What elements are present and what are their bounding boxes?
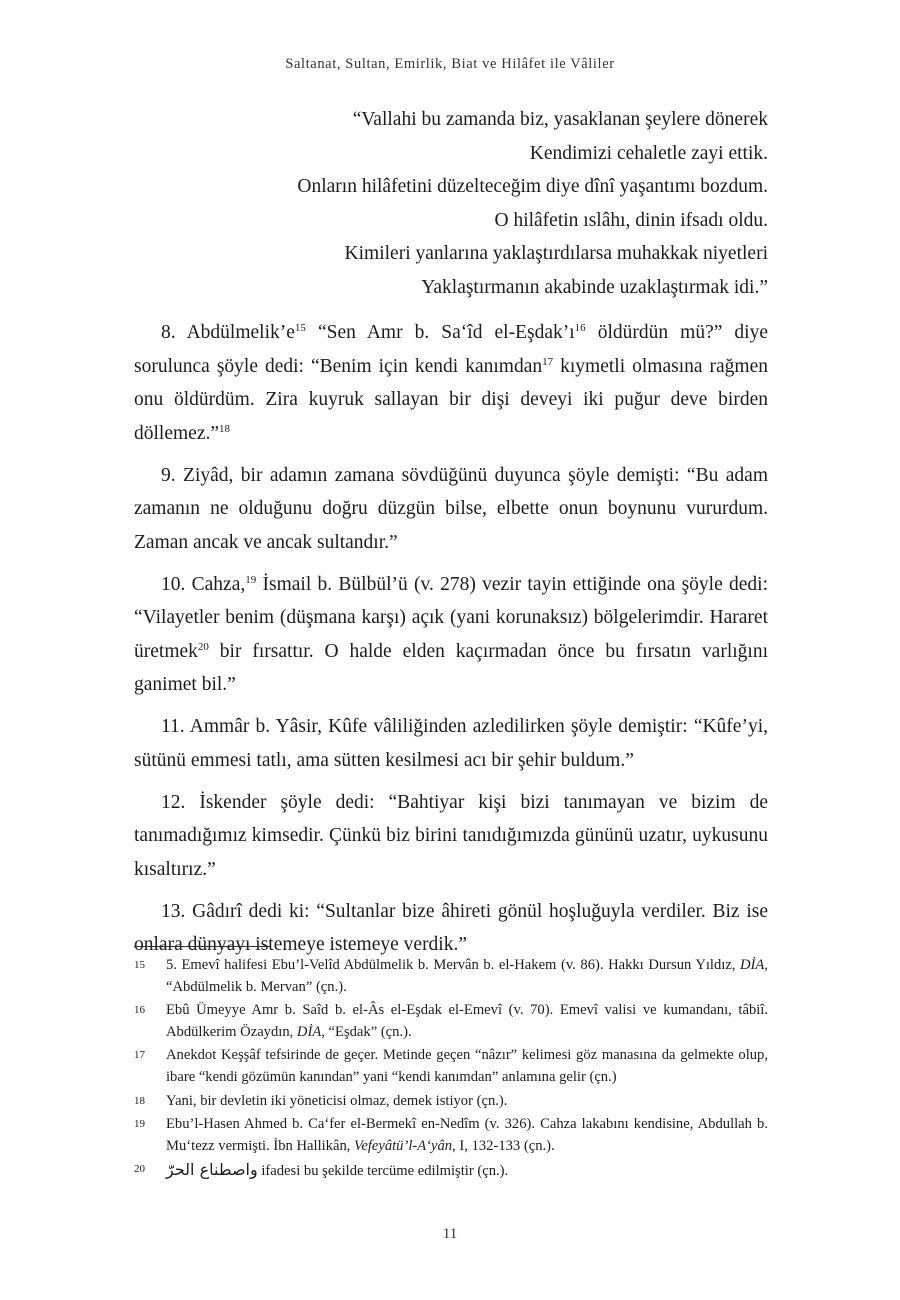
paragraph-text: bir fırsattır. O halde elden kaçırmadan önce bu fırsatın varlığını ganimet bil.” — [134, 640, 768, 695]
arabic-phrase: واصطناع الحرّ — [166, 1160, 258, 1180]
footnote-text-part: 5. Emevî halifesi Ebu’l-Velîd Abdülmelik b. Mervân b. el-Hakem (v. 86). Hakkı Dursun Yıldız, — [166, 957, 741, 973]
footnote-ref[interactable]: 19 — [245, 573, 257, 586]
footnote-15 — [134, 955, 768, 998]
poem-block — [208, 103, 768, 304]
footnote-ref[interactable]: 18 — [219, 422, 230, 435]
footnote-ref[interactable]: 17 — [542, 355, 554, 368]
footnote-text-part: Ebû Ümeyye Amr b. Saîd b. el-Âs el-Eşdak el-Emevî (v. 70). Emevî valisi ve kumandanı, tâbiî. Abdülkerim Özaydın, — [166, 1002, 768, 1040]
footnote-text — [166, 955, 768, 998]
paragraph-11: 11. Ammâr b. Yâsir, Kûfe vâliliğinden azledilirken şöyle demiştir: “Kûfe’yi, sütünü emmesi tatlı, ama sütten kesilmesi acı bir şehir buldum.” — [134, 716, 768, 771]
footnote-ref[interactable]: 15 — [294, 322, 306, 334]
footnote-text: Yani, bir devletin iki yöneticisi olmaz, demek istiyor (çn.). — [166, 1092, 508, 1109]
poem-line: O hilâfetin ıslâhı, dinin ifsadı oldu. — [494, 209, 768, 231]
footnote-text-part: , I, 132-133 (çn.). — [452, 1137, 555, 1154]
poem-line: Kimileri yanlarına yaklaştırdılarsa muhakkak niyetleri — [344, 243, 768, 264]
footnotes — [134, 955, 768, 1185]
footnote-italic: DİA — [296, 1023, 322, 1040]
footnote-text-part: ifadesi bu şekilde tercüme edilmiştir (çn.). — [257, 1163, 509, 1180]
footnote-text-part: Ebu’l-Hasen Ahmed b. Ca‘fer el-Bermekî en-Nedîm (v. 326). Cahza lakabını kendisine, Abdullah b. Mu‘tezz vermişti. İbn Hallikân, — [166, 1116, 768, 1154]
paragraph-12: 12. İskender şöyle dedi: “Bahtiyar kişi bizi tanımayan ve bizim de tanımadığımız kimsedir. Çünkü biz birini tanıdığımızda gününü uzatır, uykusunu kısaltırız.” — [134, 791, 768, 880]
paragraph-9: 9. Ziyâd, bir adamın zamana sövdüğünü duyunca şöyle demişti: “Bu adam zamanın ne olduğunu doğru düzgün bilse, elbette onun boynunu vururdum. Zaman ancak ve ancak sultandır.” — [134, 464, 768, 553]
footnote-20 — [134, 1159, 768, 1183]
footnote-number: 18 — [134, 1094, 145, 1107]
footnote-ref[interactable]: 20 — [197, 640, 209, 653]
poem-line: “Vallahi bu zamanda biz, yasaklanan şeylere dönerek — [352, 109, 768, 130]
footnote-italic: Vefeyâtü’l-A‘yân — [354, 1137, 453, 1154]
paragraph-8 — [134, 316, 768, 450]
footnote-italic: DİA — [740, 957, 765, 973]
paragraph-text: 10. Cahza, — [161, 573, 246, 595]
poem-line: Yaklaştırmanın akabinde uzaklaştırmak idi.” — [421, 276, 768, 298]
footnote-text — [166, 1114, 768, 1157]
paragraph-10 — [134, 568, 768, 702]
footnote-19 — [134, 1114, 768, 1157]
footnote-17 — [134, 1045, 768, 1088]
paragraph-text: öldürdün mü?” diye sorulunca şöyle dedi: “Benim için kendi kanımdan — [134, 322, 768, 377]
footnote-18 — [134, 1091, 768, 1113]
footnote-number: 17 — [134, 1049, 145, 1062]
footnote-divider — [134, 946, 270, 947]
footnote-16 — [134, 1000, 768, 1043]
body-text — [134, 316, 768, 970]
footnote-text: Anekdot Keşşâf tefsirinde de geçer. Metinde geçen “nâzır” kelimesi göz manasına da gelmekte olup, ibare “kendi gözümün kanından” yani “kendi kanımdan” anlamına gelir (çn.) — [166, 1047, 768, 1085]
footnote-number: 15 — [134, 959, 145, 971]
footnote-text — [166, 1159, 768, 1183]
poem-line: Kendimizi cehaletle zayi ettik. — [529, 142, 768, 164]
footnote-ref[interactable]: 16 — [574, 322, 586, 334]
footnote-number: 19 — [134, 1118, 145, 1131]
paragraph-text: kıymetli olmasına rağmen onu öldürdüm. Zira kuyruk sallayan bir dişi deveyi iki puğur deve birden döllemez.” — [134, 355, 768, 444]
footnote-text — [166, 1000, 768, 1043]
running-head: Saltanat, Sultan, Emirlik, Biat ve Hilâfet ile Vâliler — [285, 56, 615, 72]
page-number: 11 — [442, 1226, 458, 1242]
paragraph-text: “Sen Amr b. Sa‘îd el-Eşdak’ı — [305, 322, 575, 343]
poem-line: Onların hilâfetini düzelteceğim diye dînî yaşantımı bozdum. — [297, 176, 768, 197]
footnote-text-part: , “Eşdak” (çn.). — [321, 1023, 412, 1040]
footnote-text-part: , “Abdülmelik b. Mervan” (çn.). — [166, 957, 768, 995]
footnote-number: 16 — [134, 1004, 145, 1017]
paragraph-13: 13. Gâdırî dedi ki: “Sultanlar bize âhireti gönül hoşluğuyla verdiler. Biz ise onlara dünyayı istemeye istemeye verdik.” — [134, 900, 768, 955]
paragraph-text: İsmail b. Bülbül’ü (v. 278) vezir tayin ettiğinde ona şöyle dedi: “Vilayetler benim (düşmana karşı) açık (yani korunaksız) bölgelerimdir. Hararet üretmek — [134, 573, 768, 662]
footnote-number: 20 — [134, 1163, 145, 1176]
paragraph-text: 8. Abdülmelik’e — [161, 322, 295, 343]
